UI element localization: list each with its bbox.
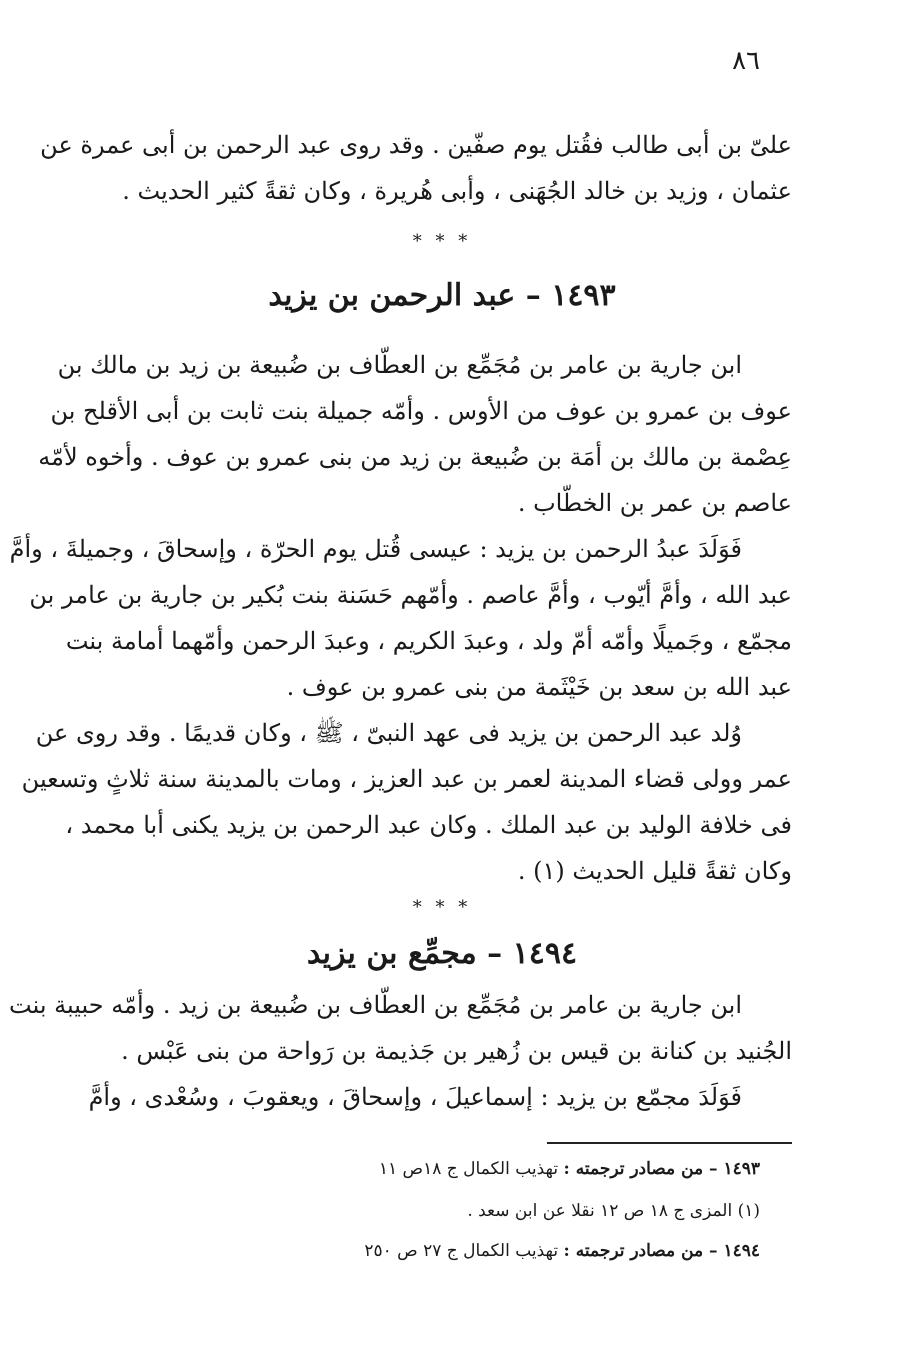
entry-heading-1493: ١٤٩٣ – عبد الرحمن بن يزيد: [268, 278, 616, 313]
entry-1493-paragraph-1-line: ابن جارية بن عامر بن مُجَمِّع بن العطّاف بن ضُبيعة بن زيد بن مالك بن: [57, 351, 742, 379]
entry-1493-paragraph-2-line: مجمّع ، وجَميلًا وأمّه أمّ ولد ، وعبدَ الكريم ، وعبدَ الرحمن وأمّهما أمامة بنت: [65, 627, 792, 655]
entry-1494-paragraph-1-line: الجُنيد بن كنانة بن قيس بن زُهير بن جَذيمة بن رَواحة من بنى عَبْس .: [121, 1037, 792, 1065]
footnote-text: تهذيب الكمال ج ٢٧ ص ٢٥٠: [364, 1241, 559, 1261]
entry-1493-paragraph-3-line: فى خلافة الوليد بن عبد الملك . وكان عبد الرحمن بن يزيد يكنى أبا محمد ،: [65, 811, 792, 839]
entry-1493-paragraph-2-line: عبد الله بن سعد بن خَيْثَمة من بنى عمرو بن عوف .: [286, 673, 792, 701]
entry-1493-paragraph-2-line: عبد الله ، وأمَّ أيّوب ، وأمَّ عاصم . وأمّهم حَسَنة بنت بُكير بن جارية بن عامر بن: [29, 581, 792, 609]
entry-1494-paragraph-1-line: ابن جارية بن عامر بن مُجَمِّع بن العطّاف بن ضُبيعة بن زيد . وأمّه حبيبة بنت: [9, 991, 742, 1019]
footnote-label: ١٤٩٤ – من مصادر ترجمته :: [563, 1241, 760, 1261]
entry-1493-paragraph-3-line: وكان ثقةً قليل الحديث (١) .: [517, 857, 792, 885]
entry-1493-paragraph-2-line: فَوَلَدَ عبدُ الرحمن بن يزيد : عيسى قُتل يوم الحرّة ، وإسحاقَ ، وجميلةَ ، وأمَّ: [9, 535, 742, 563]
footnote-label: ١٤٩٣ – من مصادر ترجمته :: [563, 1159, 760, 1179]
section-separator: * * *: [412, 897, 472, 918]
footnote-divider: [547, 1142, 792, 1144]
entry-1493-paragraph-1-line: عوف بن عمرو بن عوف من الأوس . وأمّه جميلة بنت ثابت بن أبى الأقلح بن: [50, 397, 792, 425]
section-separator: * * *: [412, 231, 472, 252]
intro-line: عثمان ، وزيد بن خالد الجُهَنى ، وأبى هُريرة ، وكان ثقةً كثير الحديث .: [122, 177, 792, 205]
entry-1493-paragraph-1-line: عِصْمة بن مالك بن أمَة بن ضُبيعة بن زيد من بنى عمرو بن عوف . وأخوه لأمّه: [38, 443, 792, 471]
book-page: [9, 0, 792, 1354]
footnote-1: (١) المزى ج ١٨ ص ١٢ نقلا عن ابن سعد .: [467, 1201, 760, 1221]
entry-1493-paragraph-3-line: وُلد عبد الرحمن بن يزيد فى عهد النبىّ ، ﷺ ، وكان قديمًا . وقد روى عن: [35, 719, 742, 747]
footnote-text: تهذيب الكمال ج ١٨ص ١١: [378, 1159, 559, 1179]
entry-1493-paragraph-3-line: عمر وولى قضاء المدينة لعمر بن عبد العزيز ، ومات بالمدينة سنة ثلاثٍ وتسعين: [21, 765, 792, 793]
entry-heading-1494: ١٤٩٤ – مجمِّع بن يزيد: [306, 936, 578, 971]
page-number: ٨٦: [732, 46, 760, 76]
intro-line: علىّ بن أبى طالب فقُتل يوم صفّين . وقد روى عبد الرحمن بن أبى عمرة عن: [40, 131, 792, 159]
entry-1494-paragraph-2-line: فَوَلَدَ مجمّع بن يزيد : إسماعيلَ ، وإسحاقَ ، ويعقوبَ ، وسُعْدى ، وأمَّ: [88, 1083, 742, 1111]
footnote-1493: [92, 1156, 792, 1182]
entry-1493-paragraph-1-line: عاصم بن عمر بن الخطّاب .: [517, 489, 792, 517]
footnote-1494: [92, 1238, 792, 1264]
